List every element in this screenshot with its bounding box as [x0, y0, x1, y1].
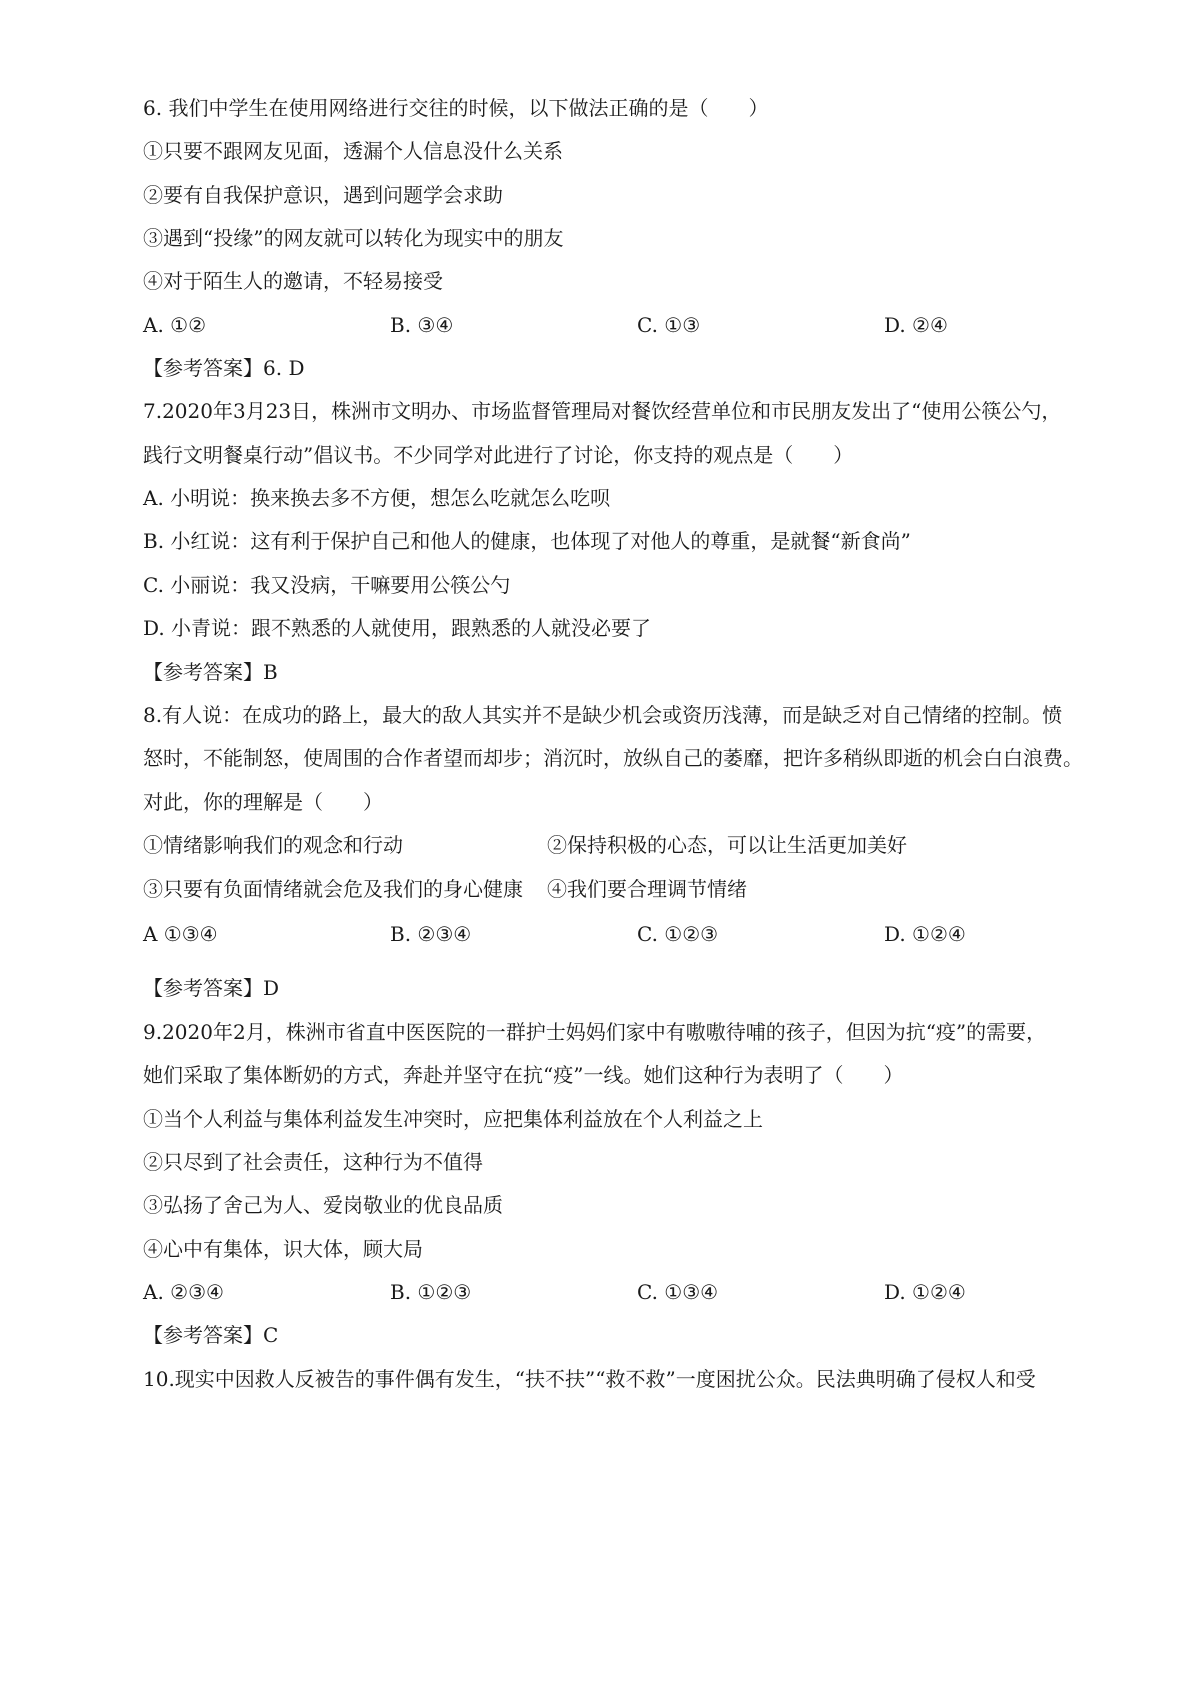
- q8-option-b: B. ②③④: [390, 922, 472, 946]
- q6-statement-4: ④对于陌生人的邀请，不轻易接受: [143, 269, 443, 293]
- q9-stem-line-1: 9.2020年2月，株洲市省直中医医院的一群护士妈妈们家中有嗷嗷待哺的孩子，但因为抗“疫”的需要，: [143, 1020, 1047, 1044]
- q6-statement-1: ①只要不跟网友见面，透漏个人信息没什么关系: [143, 139, 563, 163]
- q8-statement-2: ②保持积极的心态，可以让生活更加美好: [547, 833, 907, 857]
- q9-answer: 【参考答案】C: [143, 1323, 279, 1347]
- q8-option-d: D. ①②④: [884, 922, 966, 946]
- q9-statement-4: ④心中有集体，识大体，顾大局: [143, 1237, 423, 1261]
- q9-option-a: A. ②③④: [143, 1280, 224, 1304]
- q8-statement-4: ④我们要合理调节情绪: [547, 877, 747, 901]
- q7-option-c: C. 小丽说：我又没病，干嘛要用公筷公勺: [143, 573, 511, 597]
- q7-answer: 【参考答案】B: [143, 660, 278, 684]
- q6-option-c: C. ①③: [637, 313, 701, 337]
- q9-statement-1: ①当个人利益与集体利益发生冲突时，应把集体利益放在个人利益之上: [143, 1107, 763, 1131]
- q9-option-c: C. ①③④: [637, 1280, 719, 1304]
- q9-stem-line-2: 她们采取了集体断奶的方式，奔赴并坚守在抗“疫”一线。她们这种行为表明了（ ）: [143, 1063, 904, 1087]
- q7-option-d: D. 小青说：跟不熟悉的人就使用，跟熟悉的人就没必要了: [143, 616, 652, 640]
- q9-statement-2: ②只尽到了社会责任，这种行为不值得: [143, 1150, 483, 1174]
- q8-answer: 【参考答案】D: [143, 976, 280, 1000]
- q7-stem-line-1: 7.2020年3月23日，株洲市文明办、市场监督管理局对餐饮经营单位和市民朋友发出了“使用公筷公勺，: [143, 399, 1062, 423]
- q6-statement-3: ③遇到“投缘”的网友就可以转化为现实中的朋友: [143, 226, 564, 250]
- q8-option-a: A ①③④: [143, 922, 218, 946]
- q6-option-b: B. ③④: [390, 313, 454, 337]
- q8-stem-line-2: 怒时，不能制怒，使周围的合作者望而却步；消沉时，放纵自己的萎靡，把许多稍纵即逝的机会白白浪费。: [143, 746, 1083, 770]
- q9-statement-3: ③弘扬了舍己为人、爱岗敬业的优良品质: [143, 1193, 503, 1217]
- q9-option-d: D. ①②④: [884, 1280, 966, 1304]
- q7-stem-line-2: 践行文明餐桌行动”倡议书。不少同学对此进行了讨论，你支持的观点是（ ）: [143, 443, 854, 467]
- q8-statement-3: ③只要有负面情绪就会危及我们的身心健康: [143, 877, 523, 901]
- q6-option-d: D. ②④: [884, 313, 948, 337]
- q9-option-b: B. ①②③: [390, 1280, 472, 1304]
- q6-statement-2: ②要有自我保护意识，遇到问题学会求助: [143, 183, 503, 207]
- q7-option-a: A. 小明说：换来换去多不方便，想怎么吃就怎么吃呗: [143, 486, 611, 510]
- q6-stem-line-1: 6. 我们中学生在使用网络进行交往的时候，以下做法正确的是（ ）: [143, 96, 769, 120]
- q8-statement-1: ①情绪影响我们的观念和行动: [143, 833, 403, 857]
- q6-option-a: A. ①②: [143, 313, 207, 337]
- q10-stem-line-1: 10.现实中因救人反被告的事件偶有发生，“扶不扶”“救不救”一度困扰公众。民法典明确了侵权人和受: [143, 1367, 1036, 1391]
- q8-option-c: C. ①②③: [637, 922, 719, 946]
- q7-option-b: B. 小红说：这有利于保护自己和他人的健康，也体现了对他人的尊重，是就餐“新食尚”: [143, 529, 911, 553]
- q6-answer: 【参考答案】6. D: [143, 356, 305, 380]
- q8-stem-line-1: 8.有人说：在成功的路上，最大的敌人其实并不是缺少机会或资历浅薄，而是缺乏对自己情绪的控制。愤: [143, 703, 1063, 727]
- q8-stem-line-3: 对此，你的理解是（ ）: [143, 790, 383, 814]
